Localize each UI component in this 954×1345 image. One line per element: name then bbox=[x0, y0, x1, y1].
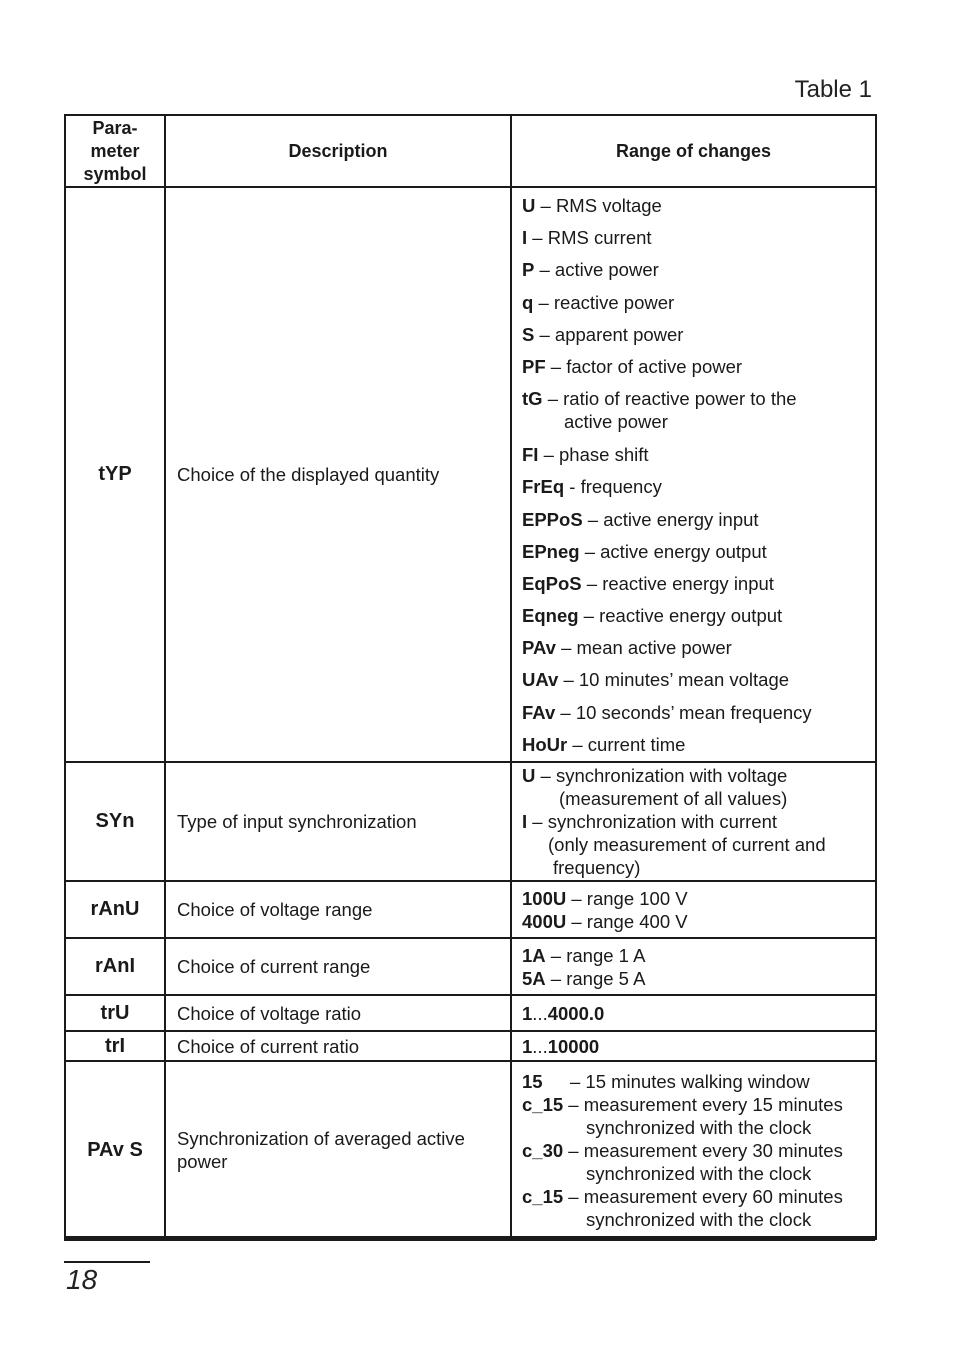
header-range: Range of changes bbox=[511, 115, 876, 187]
option-text: – reactive energy input bbox=[581, 572, 774, 594]
option-line bbox=[522, 810, 875, 833]
parameters-table bbox=[64, 114, 877, 1240]
table-row bbox=[65, 187, 876, 762]
option-line bbox=[522, 319, 875, 351]
header-symbol-line: Para- bbox=[92, 117, 138, 138]
option-line bbox=[522, 697, 875, 729]
option-line bbox=[522, 944, 875, 967]
page-number: 18 bbox=[66, 1264, 98, 1295]
option-continuation: synchronized with the clock bbox=[586, 1162, 812, 1184]
option-code: EPneg bbox=[522, 540, 580, 562]
option-text: – ratio of reactive power to the bbox=[542, 388, 797, 410]
option-line bbox=[522, 887, 875, 910]
option-text: – apparent power bbox=[534, 323, 684, 345]
option-continuation: synchronized with the clock bbox=[586, 1116, 812, 1138]
option-code: EqPoS bbox=[522, 572, 582, 594]
range-separator: ... bbox=[532, 1002, 548, 1024]
option-code: tG bbox=[522, 388, 543, 410]
option-text: – current time bbox=[567, 733, 686, 755]
option-code: 5A bbox=[522, 967, 546, 989]
range-cell bbox=[511, 881, 876, 938]
description-cell: Choice of current ratio bbox=[165, 1031, 511, 1061]
header-parameter-symbol bbox=[65, 115, 165, 187]
option-code: c_15 bbox=[522, 1093, 564, 1115]
option-text: – factor of active power bbox=[545, 355, 743, 377]
option-text: - frequency bbox=[564, 476, 662, 498]
description-line: Synchronization of averaged active bbox=[177, 1128, 465, 1149]
symbol-cell: rAnI bbox=[65, 938, 165, 995]
option-code: 100U bbox=[522, 887, 567, 909]
option-line bbox=[522, 222, 875, 254]
option-line bbox=[522, 287, 875, 319]
table-row bbox=[65, 995, 876, 1031]
option-line bbox=[522, 383, 875, 439]
option-line bbox=[522, 1070, 875, 1093]
option-line bbox=[522, 254, 875, 286]
symbol-cell: PAv S bbox=[65, 1061, 165, 1239]
option-text: – reactive power bbox=[533, 291, 675, 313]
option-continuation: (measurement of all values) bbox=[559, 788, 788, 809]
option-text: – measurement every 60 minutes bbox=[563, 1185, 843, 1207]
range-cell bbox=[511, 762, 876, 881]
option-text: – 10 seconds’ mean frequency bbox=[555, 701, 812, 723]
header-description: Description bbox=[165, 115, 511, 187]
option-code: FrEq bbox=[522, 476, 565, 498]
option-code: PF bbox=[522, 355, 546, 377]
page-number-rule bbox=[64, 1261, 150, 1263]
symbol-cell: tYP bbox=[65, 187, 165, 762]
option-code: Eqneg bbox=[522, 605, 579, 627]
table-row bbox=[65, 1031, 876, 1061]
option-text: – mean active power bbox=[555, 637, 732, 659]
option-list bbox=[522, 190, 875, 761]
range-separator: ... bbox=[532, 1035, 548, 1057]
option-code: FAv bbox=[522, 701, 556, 723]
range-max: 10000 bbox=[547, 1035, 600, 1057]
option-code: 1A bbox=[522, 944, 546, 966]
option-line bbox=[522, 190, 875, 222]
option-line bbox=[522, 632, 875, 664]
table-row bbox=[65, 1061, 876, 1239]
option-code: 400U bbox=[522, 910, 567, 932]
option-text: – range 400 V bbox=[566, 910, 688, 932]
option-text: – measurement every 30 minutes bbox=[563, 1139, 843, 1161]
option-code: HoUr bbox=[522, 733, 568, 755]
option-line bbox=[522, 568, 875, 600]
symbol-cell: rAnU bbox=[65, 881, 165, 938]
header-symbol-line: meter bbox=[90, 140, 140, 161]
range-min: 1 bbox=[522, 1035, 533, 1057]
option-text: – synchronization with current bbox=[527, 811, 778, 832]
range-cell bbox=[511, 1061, 876, 1239]
table-bottom-rule bbox=[64, 1236, 875, 1241]
range-cell bbox=[511, 938, 876, 995]
option-code: c_15 bbox=[522, 1185, 564, 1207]
range-cell bbox=[511, 187, 876, 762]
option-code: I bbox=[522, 227, 528, 249]
option-text: – RMS current bbox=[527, 227, 652, 249]
option-code: c_30 bbox=[522, 1139, 564, 1161]
option-code: FI bbox=[522, 444, 539, 466]
option-line bbox=[522, 910, 875, 933]
symbol-cell: trU bbox=[65, 995, 165, 1031]
option-text: – active energy output bbox=[579, 540, 767, 562]
option-continuation: active power bbox=[564, 411, 668, 433]
option-line bbox=[522, 471, 875, 503]
option-text: – active energy input bbox=[582, 508, 759, 530]
option-text: – phase shift bbox=[538, 444, 649, 466]
header-symbol-line: symbol bbox=[83, 163, 147, 184]
option-code: U bbox=[522, 765, 536, 786]
option-line bbox=[522, 600, 875, 632]
option-line bbox=[522, 536, 875, 568]
option-text: – range 1 A bbox=[545, 944, 646, 966]
option-continuation: synchronized with the clock bbox=[586, 1208, 812, 1230]
description-cell: Choice of voltage range bbox=[165, 881, 511, 938]
option-text: – active power bbox=[534, 259, 659, 281]
option-line bbox=[522, 729, 875, 761]
option-code: U bbox=[522, 195, 536, 216]
description-line: power bbox=[177, 1151, 228, 1172]
table-header-row bbox=[65, 115, 876, 187]
option-text: – measurement every 15 minutes bbox=[563, 1093, 843, 1115]
option-text: – RMS voltage bbox=[535, 195, 662, 216]
range-min: 1 bbox=[522, 1002, 533, 1024]
option-line bbox=[522, 967, 875, 990]
option-continuation: (only measurement of current and bbox=[548, 834, 826, 855]
table-caption: Table 1 bbox=[794, 76, 872, 103]
option-code: I bbox=[522, 811, 528, 832]
option-continuation: frequency) bbox=[553, 857, 641, 878]
option-text: – range 5 A bbox=[545, 967, 646, 989]
option-code: S bbox=[522, 323, 535, 345]
range-max: 4000.0 bbox=[547, 1002, 605, 1024]
table-row bbox=[65, 938, 876, 995]
option-line bbox=[522, 664, 875, 696]
option-line bbox=[522, 1139, 875, 1162]
range-cell bbox=[511, 995, 876, 1031]
option-line bbox=[522, 764, 875, 787]
table-row bbox=[65, 762, 876, 881]
table-row bbox=[65, 881, 876, 938]
option-line bbox=[522, 351, 875, 383]
symbol-cell: SYn bbox=[65, 762, 165, 881]
description-cell: Type of input synchronization bbox=[165, 762, 511, 881]
option-code: q bbox=[522, 291, 534, 313]
option-code: EPPoS bbox=[522, 508, 583, 530]
option-line bbox=[522, 1185, 875, 1208]
range-cell bbox=[511, 1031, 876, 1061]
symbol-cell: trI bbox=[65, 1031, 165, 1061]
option-line bbox=[522, 1093, 875, 1116]
description-cell bbox=[165, 1061, 511, 1239]
description-cell: Choice of voltage ratio bbox=[165, 995, 511, 1031]
option-text: – 10 minutes’ mean voltage bbox=[558, 669, 790, 691]
option-text: – synchronization with voltage bbox=[535, 765, 788, 786]
option-code: PAv bbox=[522, 637, 556, 659]
option-text: – range 100 V bbox=[566, 887, 688, 909]
option-code: 15 bbox=[522, 1070, 543, 1092]
option-text: – 15 minutes walking window bbox=[570, 1070, 810, 1092]
option-line bbox=[522, 439, 875, 471]
description-cell: Choice of current range bbox=[165, 938, 511, 995]
option-text: – reactive energy output bbox=[578, 605, 783, 627]
description-cell: Choice of the displayed quantity bbox=[165, 187, 511, 762]
option-code: P bbox=[522, 259, 535, 281]
option-code: UAv bbox=[522, 669, 559, 691]
option-line bbox=[522, 504, 875, 536]
